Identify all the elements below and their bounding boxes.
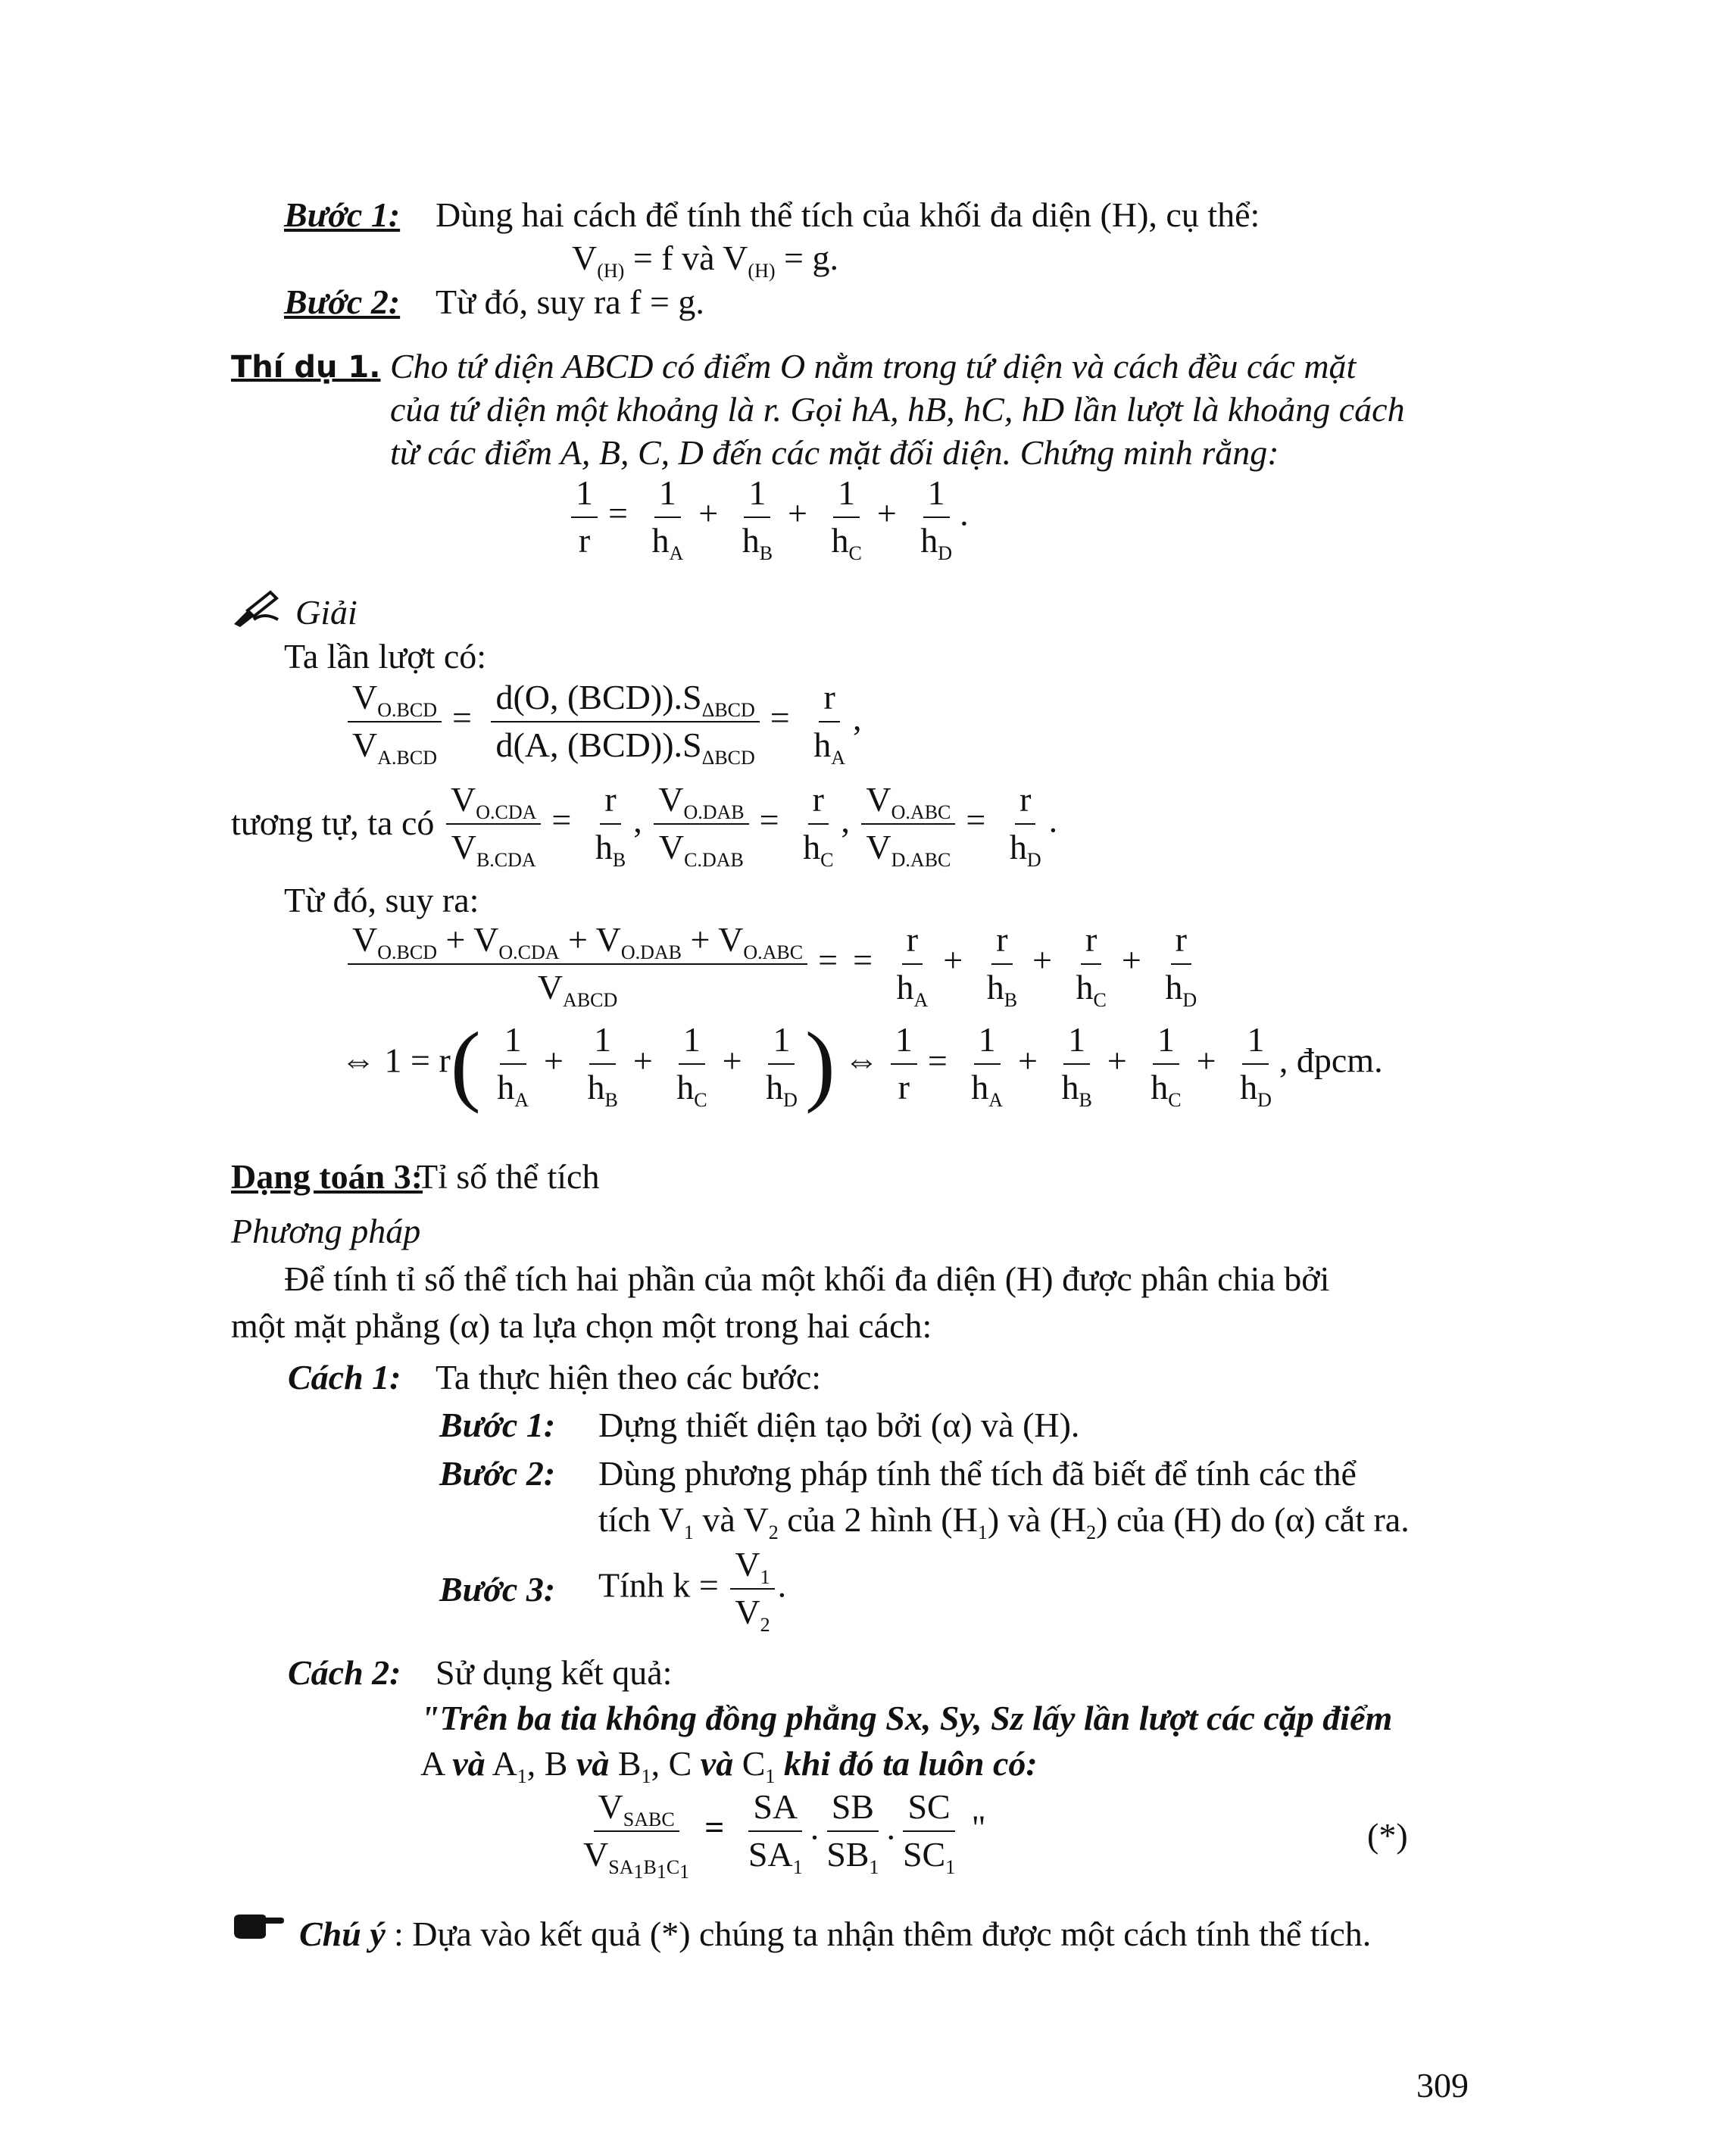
cach2-text: Sử dụng kết quả: <box>436 1653 673 1692</box>
pointing-hand-icon <box>231 1908 284 1952</box>
quote-line-1: "Trên ba tia không đồng phẳng Sx, Sy, Sz lấy lần lượt các cặp điểm <box>420 1699 1393 1737</box>
section-title: Tỉ số thể tích <box>417 1157 600 1196</box>
example-line-1: Cho tứ diện ABCD có điểm O nằm trong tứ diện và cách đều các mặt <box>390 347 1357 385</box>
volume-ratio-formula: $\frac{V_{SABC}}{V_{SA_1B_1C_1}}$ = $\frac{SA}{SA_1}$ . $\frac{SB}{SB_1}$ . $\frac{SC}{SC_1}$ " <box>583 1787 986 1883</box>
step2-text: Từ đó, suy ra f = g. <box>436 282 704 321</box>
final-equivalence: ⇔ 1 = r( $\frac{1}{h_A}$ + $\frac{1}{h_B}$ + $\frac{1}{h_C}$ + $\frac{1}{h_D}$ ) ⇔ $\frac{1}{r}$ = $\frac{1}{h_A}$ + $\frac{1}{h_B}$ + $\frac{1}{h_C}$ + $\frac{1}{h_D}$ , đpcm. <box>341 1013 1383 1114</box>
intro-line-2: một mặt phẳng (α) ta lựa chọn một trong hai cách: <box>231 1306 932 1345</box>
note-label: Chú ý <box>299 1915 386 1953</box>
example-line-3: từ các điểm A, B, C, D đến các mặt đối diện. Chứng minh rằng: <box>390 433 1279 472</box>
step2-label: Bước 2: <box>284 282 401 321</box>
page-number: 309 <box>1416 2066 1469 2105</box>
note-text: : Dựa vào kết quả (*) chúng ta nhận thêm được một cách tính thể tích. <box>394 1915 1372 1953</box>
example-label: Thí dụ 1. <box>231 350 381 385</box>
step1-text: Dùng hai cách để tính thể tích của khối đa diện (H), cụ thể: <box>436 195 1260 234</box>
c1-step1-label: Bước 1: <box>439 1406 556 1444</box>
example-line-2: của tứ diện một khoảng là r. Gọi hA, hB, hC, hD lần lượt là khoảng cách <box>390 390 1405 429</box>
step1-formula: $V_{(H)} = f$ và $V_{(H)} = g$. <box>572 239 838 282</box>
quote-line-2: A và $A_1$, B và $B_1$, C và $C_1$ khi đó ta luôn có: <box>420 1744 1038 1788</box>
ratio-equation-2: $\frac{V_{O.CDA}}{V_{B.CDA}}$ = $\frac{r}{h_B}$ , $\frac{V_{O.DAB}}{V_{C.DAB}}$ = $\frac{r}{h_C}$ , $\frac{V_{O.ABC}}{V_{D.ABC}}$ = $\frac{r}{h_D}$ . <box>443 780 1057 868</box>
step1-label: Bước 1: <box>284 195 401 234</box>
cach1-label: Cách 1: <box>288 1358 401 1396</box>
sol-similar: tương tự, ta có <box>231 804 435 842</box>
intro-line-1: Để tính tỉ số thể tích hai phần của một khối đa diện (H) được phân chia bởi <box>284 1259 1330 1298</box>
writing-hand-icon <box>231 589 281 639</box>
c1-step3-label: Bước 3: <box>439 1570 556 1609</box>
sol-line-1: Ta lần lượt có: <box>284 637 487 676</box>
sol-end: , đpcm. <box>1279 1041 1383 1080</box>
section-label: Dạng toán 3: <box>231 1157 423 1196</box>
c1-step3-formula: Tính k = $\frac{V_1}{V_2}$ . <box>598 1545 787 1637</box>
c1-step3-text: Tính <box>598 1565 664 1605</box>
cach1-text: Ta thực hiện theo các bước: <box>436 1358 822 1396</box>
c1-step2-line-1: Dùng phương pháp tính thể tích đã biết để tính các thể <box>598 1454 1357 1493</box>
sol-from: Từ đó, suy ra: <box>284 881 479 919</box>
sum-equation: $\frac{V_{O.BCD} + V_{O.CDA} + V_{O.DAB} + V_{O.ABC}}{V_{ABCD}}$ = = $\frac{r}{h_A}$ + $\frac{r}{h_B}$ + $\frac{r}{h_C}$ + $\frac{r}{h_D}$ <box>345 920 1204 1008</box>
equation-to-prove: $\frac{1}{r}$ = $\frac{1}{h_A}$ + $\frac{1}{h_B}$ + $\frac{1}{h_C}$ + $\frac{1}{h_D}$ . <box>568 473 969 561</box>
ratio-equation-1: $\frac{V_{O.BCD}}{V_{A.BCD}}$ = $\frac{d(O, (BCD)).S_{\Delta BCD}}{d(A, (BCD)).S_{\Delta BCD}}$ = $\frac{r}{h_A}$ , <box>345 678 862 766</box>
cach2-label: Cách 2: <box>288 1653 401 1692</box>
solution-label: Giải <box>295 593 358 632</box>
star-label: (*) <box>1367 1816 1408 1855</box>
c1-step2-line-2: tích $V_1$ và $V_2$ của 2 hình $(H_1)$ và $(H_2)$ của (H) do (α) cắt ra. <box>598 1500 1410 1544</box>
c1-step1-text: Dựng thiết diện tạo bởi (α) và (H). <box>598 1406 1080 1444</box>
method-label: Phương pháp <box>231 1212 421 1250</box>
c1-step2-label: Bước 2: <box>439 1454 556 1493</box>
